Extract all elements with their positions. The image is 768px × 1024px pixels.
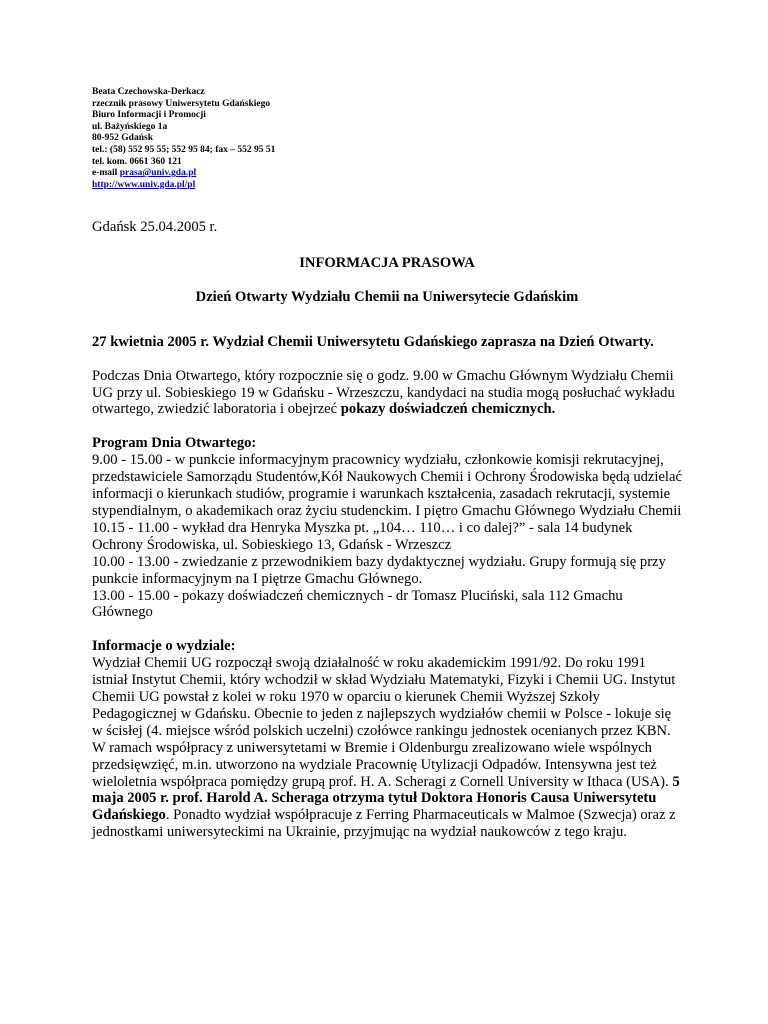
website-link[interactable]: http://www.univ.gda.pl/pl: [92, 179, 196, 190]
document-title: INFORMACJA PRASOWA: [299, 254, 475, 271]
faculty-paragraph: [92, 655, 682, 841]
document-subtitle: Dzień Otwarty Wydziału Chemii na Uniwersytecie Gdańskim: [195, 288, 579, 305]
program-heading: Program Dnia Otwartego:: [92, 435, 257, 452]
contact-block: [92, 87, 275, 191]
contact-name: Beata Czechowska-Derkacz: [92, 87, 205, 97]
contact-role: rzecznik prasowy Uniwersytetu Gdańskiego: [92, 98, 271, 109]
lead-paragraph: 27 kwietnia 2005 r. Wydział Chemii Uniwersytetu Gdańskiego zaprasza na Dzień Otwarty.: [92, 333, 654, 350]
faculty-bold-text: 5 maja 2005 r. prof. Harold A. Scheraga otrzyma tytuł Doktora Honoris Causa Uniwersytetu Gdańskiego: [92, 773, 680, 824]
contact-phones: tel.: (58) 552 95 55; 552 95 84; fax – 552 95 51: [92, 144, 276, 155]
email-label: e-mail: [92, 168, 118, 179]
contact-email-line: [92, 168, 275, 180]
contact-office: Biuro Informacji i Promocji: [92, 110, 206, 121]
program-item: 10.15 - 11.00 - wykład dra Henryka Myszka pt. „104… 110… i co dalej?” - sala 14 budynek Ochrony Środowiska, ul. Sobieskiego 13, Gdańsk - Wrzeszcz: [92, 519, 633, 553]
faculty-heading: Informacje o wydziale:: [92, 638, 236, 655]
intro-text: Podczas Dnia Otwartego, który rozpocznie się o godz. 9.00 w Gmachu Głównym Wydziału Chemii UG przy ul. Sobieskiego 19 w Gdańsku - Wrzeszczu, kandydaci na studia mogą posłuchać wykładu otwartego, zwiedzić laboratoria i obejrzeć: [92, 367, 675, 418]
program-item: 13.00 - 15.00 - pokazy doświadczeń chemicznych - dr Tomasz Pluciński, sala 112 Gmachu Głównego: [92, 587, 623, 621]
faculty-text-1: Wydział Chemii UG rozpoczął swoją działalność w roku akademickim 1991/92. Do roku 1991 istniał Instytut Chemii, który wchodził w skład Wydziału Matematyki, Fizyki i Chemii UG. Instytut Chemii UG powstał z kolei w roku 1970 w oparciu o kierunek Chemii Wyższej Szkoły Pedagogicznej w Gdańsku. Obecnie to jeden z najlepszych wydziałów chemii w Polsce - lokuje się w ścisłej (4. miejsce wśród polskich uczelni) czołówce rankingu jednostek ocenianych przez KBN. W ramach współpracy z uniwersytetami w Bremie i Oldenburgu zrealizowano wiele wspólnych przedsięwzięć, m.in. utworzono na wydziale Pracownię Utylizacji Odpadów. Intensywna jest też wieloletnia współpraca pomiędzy grupą prof. H. A. Scheragi z Cornell University w Ithaca (USA).: [92, 655, 676, 790]
release-date: Gdańsk 25.04.2005 r.: [92, 219, 218, 235]
contact-city: 80-952 Gdańsk: [92, 133, 153, 144]
press-release-body: [92, 219, 682, 841]
program-item: 9.00 - 15.00 - w punkcie informacyjnym pracownicy wydziału, członkowie komisji rekrutacyjnej, przedstawiciele Samorządu Studentów,Kół Naukowych Chemii i Ochrony Środowiska będą udzielać informacji o kierunkach studiów, programie i warunkach kształcenia, zasadach rekrutacji, systemie stypendialnym, o akademikach oraz życiu studenckim. I piętro Gmachu Głównego Wydziału Chemii: [92, 452, 682, 519]
contact-street: ul. Bażyńskiego 1a: [92, 121, 168, 132]
program-item: 10.00 - 13.00 - zwiedzanie z przewodnikiem bazy dydaktycznej wydziału. Grupy formują się przy punkcie informacyjnym na I piętrze Gmachu Głównego.: [92, 553, 666, 587]
intro-paragraph: [92, 368, 682, 419]
contact-mobile: tel. kom. 0661 360 121: [92, 156, 182, 167]
email-link[interactable]: prasa@univ.gda.pl: [119, 168, 197, 179]
intro-bold-text: pokazy doświadczeń chemicznych.: [340, 401, 556, 418]
contact-website-line: [92, 180, 275, 192]
faculty-text-2: . Ponadto wydział współpracuje z Ferring Pharmaceuticals w Malmoe (Szwecja) oraz z jednostkami uniwersyteckimi na Ukrainie, przyjmując na wydział naukowców z tego kraju.: [92, 807, 676, 841]
